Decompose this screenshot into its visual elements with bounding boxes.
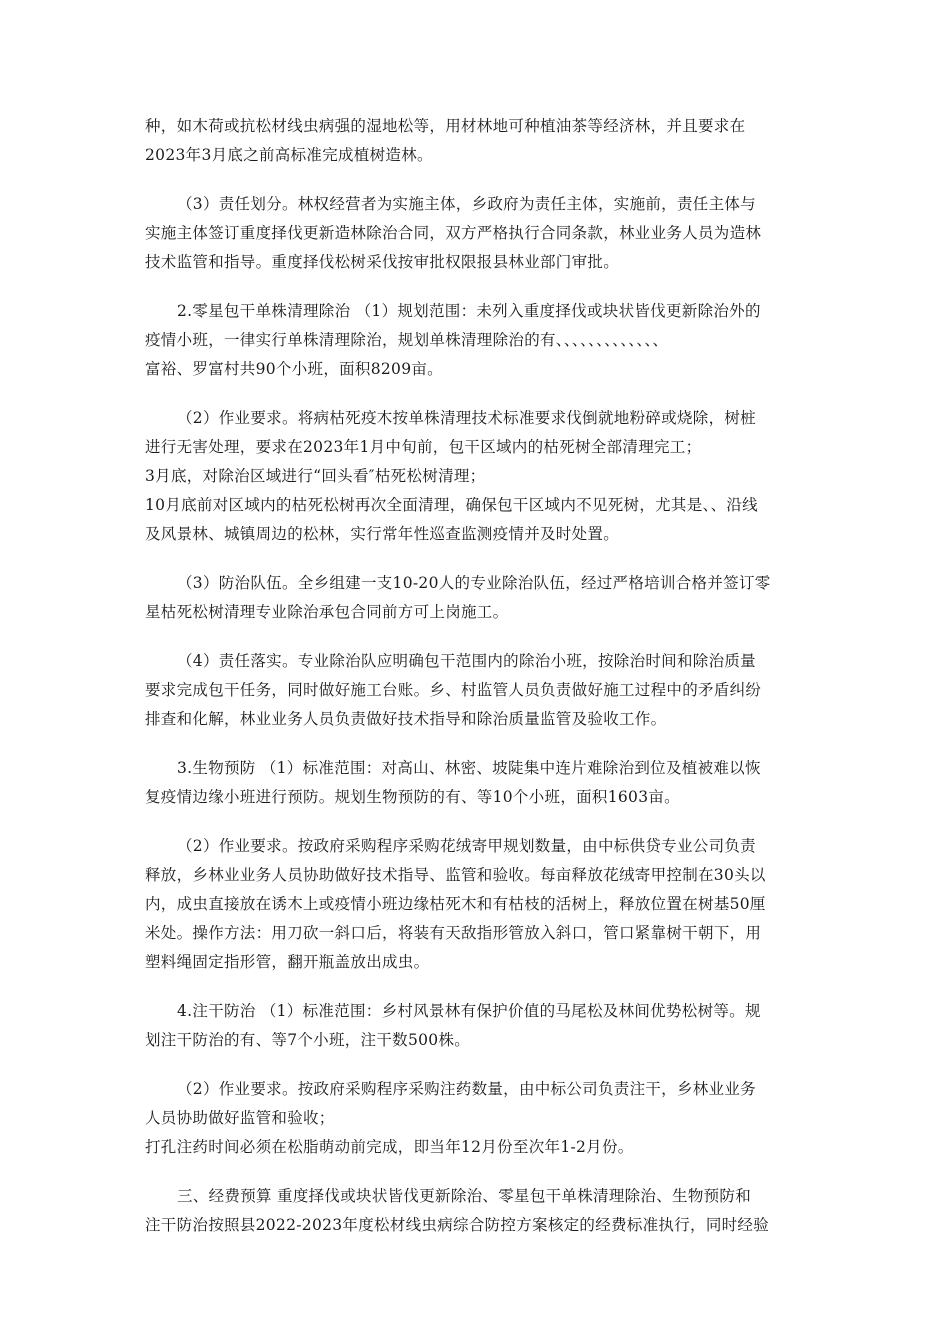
- text-line: 疫情小班，一律实行单株清理除治，规划单株清理除治的有、、、、、、、、、、、、、: [145, 331, 669, 349]
- text-line: 人员协助做好监管和验收；: [145, 1109, 335, 1127]
- paragraph-sporadic-clearing-scope: [145, 297, 805, 384]
- text-line: 及风景林、城镇周边的松林，实行常年性巡查监测疫情并及时处置。: [145, 525, 620, 543]
- paragraph-responsibility-implementation: [145, 647, 805, 734]
- text-line: 3月底，对除治区域进行“回头看″枯死松树清理；: [145, 467, 486, 485]
- text-line: 种，如木荷或抗松材线虫病强的湿地松等，用材林地可种植油茶等经济林，并且要求在: [145, 117, 746, 135]
- text-line: 打孔注药时间必须在松脂萌动前完成，即当年12月份至次年1-2月份。: [145, 1138, 634, 1156]
- paragraph-tree-species: [145, 112, 805, 170]
- text-line: 2.零星包干单株清理除治 （1）规划范围：未列入重度择伐或块状皆伐更新除治外的: [177, 302, 761, 320]
- text-line: （2）作业要求。按政府采购程序采购注药数量，由中标公司负责注干，乡林业业务: [177, 1080, 756, 1098]
- text-line: 要求完成包干任务，同时做好施工台账。乡、村监管人员负责做好施工过程中的矛盾纠纷: [145, 681, 762, 699]
- text-line: 进行无害处理，要求在2023年1月中旬前，包干区域内的枯死树全部清理完工；: [145, 438, 702, 456]
- text-line: 3.生物预防 （1）标准范围：对高山、林密、坡陡集中连片难除治到位及植被难以恢: [177, 759, 761, 777]
- text-line: 划注干防治的有、等7个小班，注干数500株。: [145, 1031, 471, 1049]
- document-page: [145, 112, 805, 1260]
- text-line: 内，成虫直接放在诱木上或疫情小班边缘枯死木和有枯枝的活树上，释放位置在树基50厘: [145, 895, 766, 913]
- text-line: 注干防治按照县2022-2023年度松材线虫病综合防控方案核定的经费标准执行，同时经验: [145, 1216, 770, 1234]
- text-line: 排查和化解，林业业务人员负责做好技术指导和除治质量监管及验收工作。: [145, 710, 667, 728]
- paragraph-trunk-injection-requirements: [145, 1075, 805, 1162]
- text-line: 10月底前对区域内的枯死松树再次全面清理，确保包干区域内不见死树，尤其是、、沿线: [145, 496, 758, 514]
- text-line: 富裕、罗富村共90个小班，面积8209亩。: [145, 360, 443, 378]
- paragraph-biological-prevention-requirements: [145, 832, 805, 977]
- text-line: 技术监管和指导。重度择伐松树采伐按审批权限报县林业部门审批。: [145, 253, 620, 271]
- paragraph-sporadic-clearing-requirements: [145, 404, 805, 549]
- text-line: 米处。操作方法：用刀砍一斜口后，将装有天敌指形管放入斜口，管口紧靠树干朝下，用: [145, 924, 762, 942]
- text-line: 复疫情边缘小班进行预防。规划生物预防的有、等10个小班，面积1603亩。: [145, 788, 680, 806]
- text-line: （3）责任划分。林权经营者为实施主体，乡政府为责任主体，实施前，责任主体与: [177, 195, 756, 213]
- paragraph-trunk-injection-scope: [145, 997, 805, 1055]
- text-line: 实施主体签订重度择伐更新造林除治合同，双方严格执行合同条款，林业业务人员为造林: [145, 224, 762, 242]
- text-line: （4）责任落实。专业除治队应明确包干范围内的除治小班，按除治时间和除治质量: [177, 652, 756, 670]
- text-line: 塑料绳固定指形管，翻开瓶盖放出成虫。: [145, 953, 430, 971]
- text-line: 释放，乡林业业务人员协助做好技术指导、监管和验收。每亩释放花绒寄甲控制在30头以: [145, 866, 766, 884]
- paragraph-biological-prevention-scope: [145, 754, 805, 812]
- paragraph-control-team: [145, 569, 805, 627]
- text-line: 三、经费预算 重度择伐或块状皆伐更新除治、零星包干单株清理除治、生物预防和: [177, 1187, 752, 1205]
- text-line: （3）防治队伍。全乡组建一支10-20人的专业除治队伍，经过严格培训合格并签订零: [177, 574, 771, 592]
- text-line: （2）作业要求。按政府采购程序采购花绒寄甲规划数量，由中标供贷专业公司负责: [177, 837, 756, 855]
- paragraph-budget: [145, 1182, 805, 1240]
- text-line: 2023年3月底之前高标准完成植树造林。: [145, 146, 433, 164]
- text-line: 星枯死松树清理专业除治承包合同前方可上岗施工。: [145, 603, 509, 621]
- text-line: （2）作业要求。将病枯死疫木按单株清理技术标准要求伐倒就地粉碎或烧除，树桩: [177, 409, 756, 427]
- paragraph-responsibility-division: [145, 190, 805, 277]
- text-line: 4.注干防治 （1）标准范围：乡村风景林有保护价值的马尾松及林间优势松树等。规: [177, 1002, 761, 1020]
